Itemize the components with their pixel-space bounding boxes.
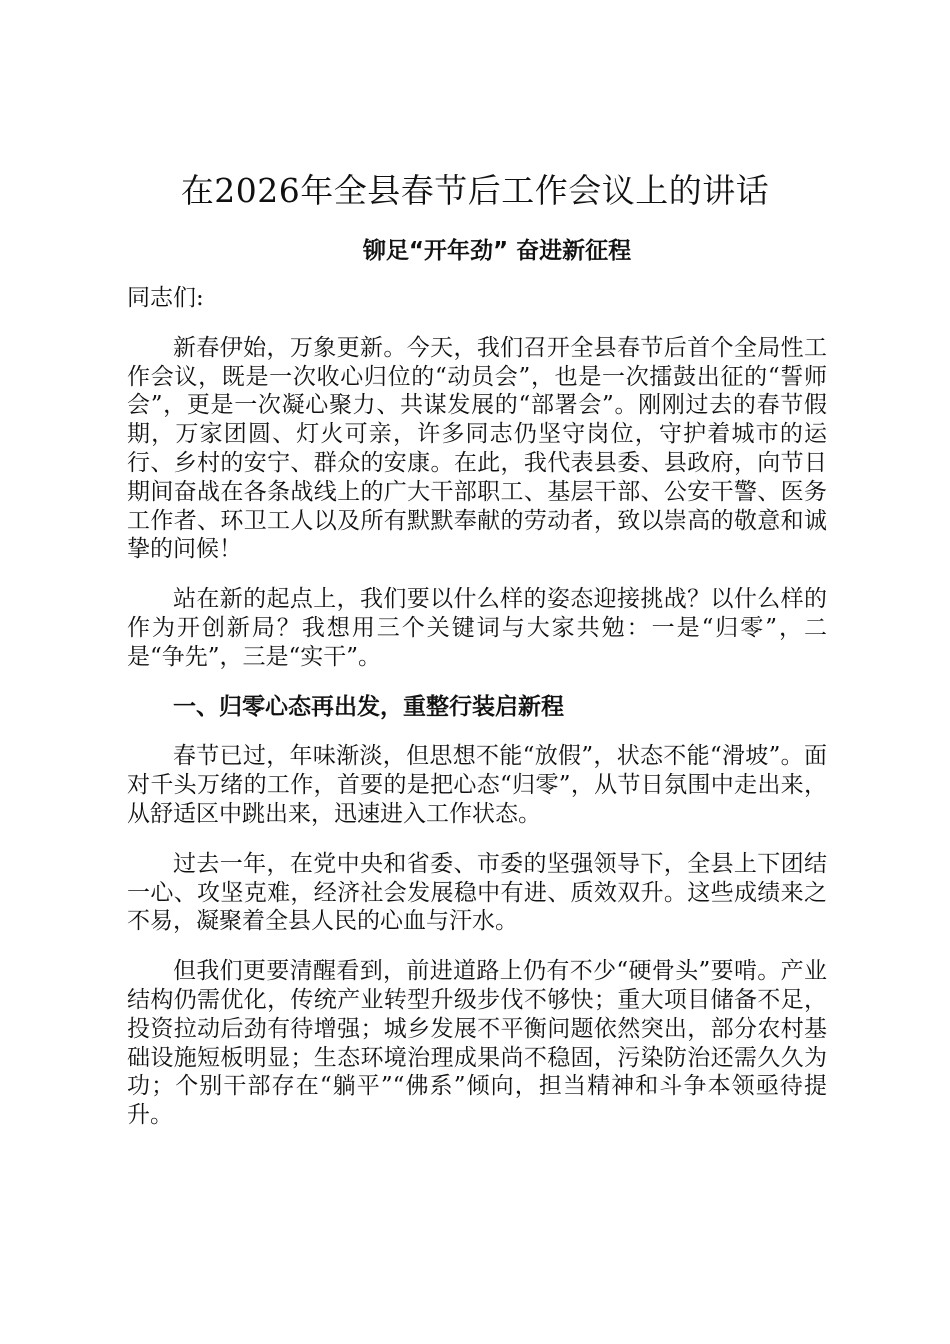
document-subtitle: 铆足“开年劲” 奋进新征程 bbox=[362, 238, 632, 264]
section-heading-1: 一、归零心态再出发，重整行装启新程 bbox=[173, 693, 564, 720]
paragraph-keywords: 站在新的起点上，我们要以什么样的姿态迎接挑战？以什么样的作为开创新局？我想用三个关键词与大家共勉：一是“归零”，二是“争先”，三是“实干”。 bbox=[127, 586, 827, 670]
document-title: 在2026年全县春节后工作会议上的讲话 bbox=[180, 171, 770, 210]
section1-paragraph-2: 过去一年，在党中央和省委、市委的坚强领导下，全县上下团结一心、攻坚克难，经济社会发展稳中有进、质效双升。这些成绩来之不易，凝聚着全县人民的心血与汗水。 bbox=[127, 850, 827, 935]
section1-paragraph-1: 春节已过，年味渐淡，但思想不能“放假”，状态不能“滑坡”。面对千头万绪的工作，首要的是把心态“归零”，从节日氛围中走出来，从舒适区中跳出来，迅速进入工作状态。 bbox=[127, 743, 827, 827]
greeting: 同志们: bbox=[127, 285, 204, 311]
document-body bbox=[127, 284, 827, 1151]
paragraph-opening: 新春伊始，万象更新。今天，我们召开全县春节后首个全局性工作会议，既是一次收心归位的“动员会”，也是一次擂鼓出征的“誓师会”，更是一次凝心聚力、共谋发展的“部署会”。刚刚过去的春节假期，万家团圆、灯火可亲，许多同志仍坚守岗位，守护着城市的运行、乡村的安宁、群众的安康。在此，我代表县委、县政府，向节日期间奋战在各条战线上的广大干部职工、基层干部、公安干警、医务工作者、环卫工人以及所有默默奉献的劳动者，致以崇高的敬意和诚挚的问候！ bbox=[127, 334, 827, 563]
section1-paragraph-3: 但我们更要清醒看到，前进道路上仍有不少“硬骨头”要啃。产业结构仍需优化，传统产业转型升级步伐不够快；重大项目储备不足，投资拉动后劲有待增强；城乡发展不平衡问题依然突出，部分农村基础设施短板明显；生态环境治理成果尚不稳固，污染防治还需久久为功；个别干部存在“躺平”“佛系”倾向，担当精神和斗争本领亟待提升。 bbox=[127, 958, 827, 1129]
